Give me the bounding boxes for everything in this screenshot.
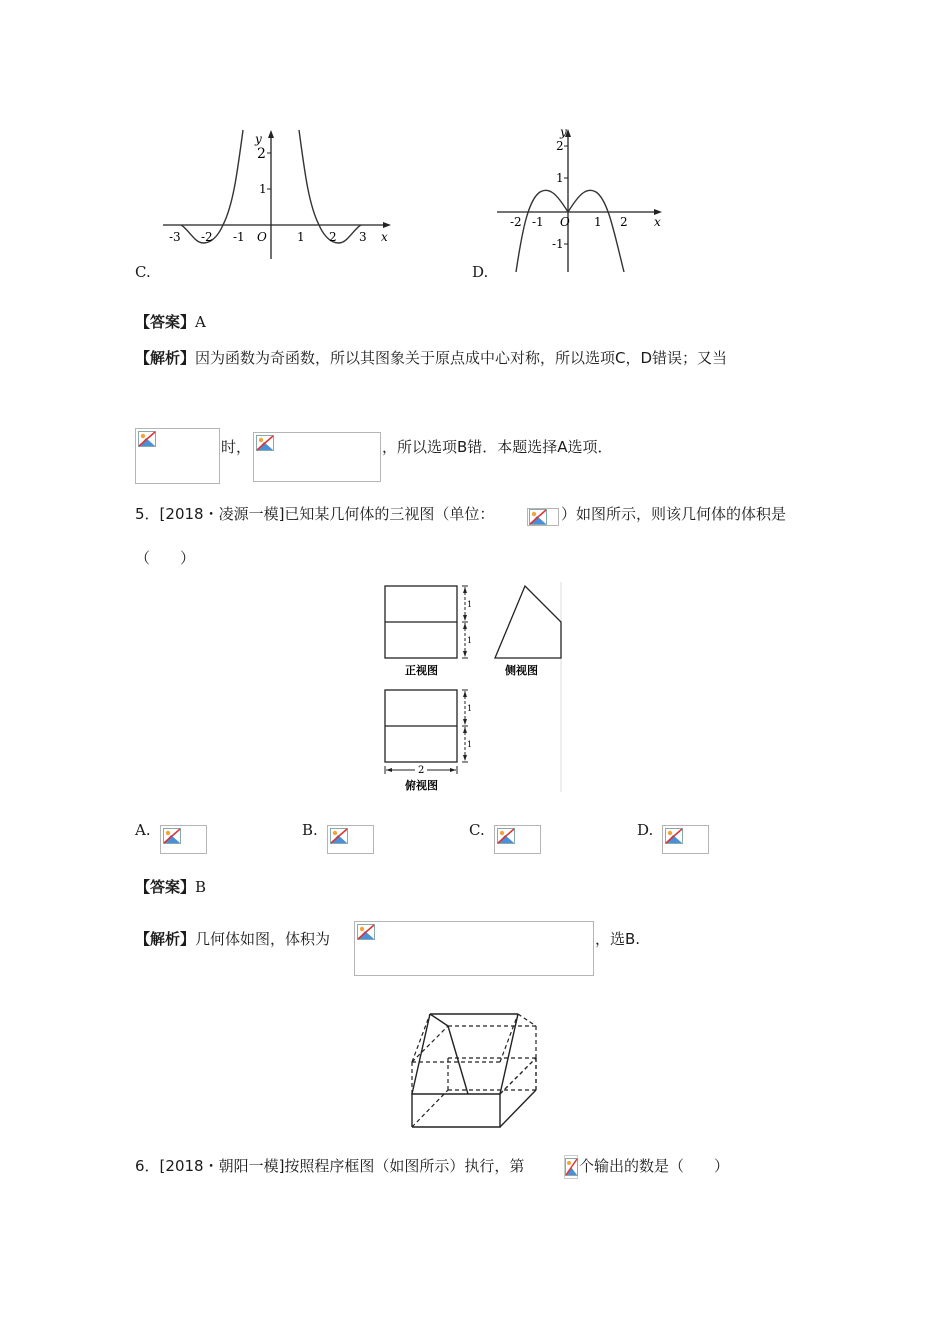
option-b-formula-image xyxy=(327,825,374,854)
graph-c-origin: O xyxy=(257,230,267,244)
option-a[interactable] xyxy=(135,820,210,856)
graph-c-ytick-2: 2 xyxy=(257,146,266,162)
solid-figure-svg xyxy=(400,992,550,1132)
dim-1c: 1 xyxy=(467,704,473,713)
q5-answer xyxy=(135,877,206,897)
graph-d-x-label: x xyxy=(654,215,661,229)
formula-image-2 xyxy=(253,432,381,482)
analysis-text: 因为函数为奇函数，所以其图象关于原点成中心对称，所以选项C，D错误；又当 xyxy=(195,349,728,367)
graph-c-x-label: x xyxy=(381,230,388,244)
option-d[interactable] xyxy=(637,820,712,856)
dim-1a: 1 xyxy=(467,600,473,609)
graph-c-xtick-2: 2 xyxy=(329,230,337,244)
option-d-label: D. xyxy=(472,263,489,281)
conclusion-text: ，所以选项B错．本题选择A选项． xyxy=(382,438,613,456)
graph-c-xtick--1: -1 xyxy=(233,230,245,244)
broken-image-icon xyxy=(565,1158,578,1176)
q4-answer xyxy=(135,312,206,332)
analysis-text: 几何体如图，体积为 xyxy=(195,930,331,948)
graph-d-y-label: y xyxy=(560,125,567,139)
graph-d-xtick--1: -1 xyxy=(532,215,544,229)
graph-d xyxy=(492,122,672,277)
graph-d-ytick-2: 2 xyxy=(556,139,564,153)
option-a-formula-image xyxy=(160,825,207,854)
broken-image-icon xyxy=(163,828,181,844)
graph-d-xtick--2: -2 xyxy=(510,215,522,229)
broken-image-icon xyxy=(497,828,515,844)
three-views-svg xyxy=(375,582,565,794)
when-text: 时， xyxy=(221,438,252,456)
graph-c xyxy=(155,125,400,265)
unit-formula-image xyxy=(527,508,559,526)
graph-d-origin: O xyxy=(560,215,570,229)
option-d-formula-image xyxy=(662,825,709,854)
answer-label: 【答案】 xyxy=(135,878,196,896)
q6-formula-image xyxy=(564,1155,578,1179)
answer-value: B xyxy=(195,878,207,896)
analysis-label: 【解析】 xyxy=(135,930,196,948)
option-a-label: A. xyxy=(135,821,151,839)
graph-c-xtick--2: -2 xyxy=(201,230,213,244)
graph-c-xtick--3: -3 xyxy=(169,230,181,244)
front-view-label: 正视图 xyxy=(405,664,438,677)
q5-analysis xyxy=(135,929,330,949)
broken-image-icon xyxy=(138,431,156,447)
broken-image-icon xyxy=(665,828,683,844)
q6-stem xyxy=(135,1156,524,1176)
graph-c-svg xyxy=(155,125,400,265)
option-b-label: B. xyxy=(302,821,318,839)
top-view-label: 俯视图 xyxy=(405,779,438,792)
option-d-label: D. xyxy=(637,821,654,839)
broken-image-icon xyxy=(357,924,375,940)
dim-1b: 1 xyxy=(467,636,473,645)
graph-c-xtick-3: 3 xyxy=(359,230,367,244)
broken-image-icon xyxy=(256,435,274,451)
graph-c-xtick-1: 1 xyxy=(297,230,305,244)
graph-d-xtick-2: 2 xyxy=(620,215,628,229)
answer-label: 【答案】 xyxy=(135,313,196,331)
analysis-label: 【解析】 xyxy=(135,349,196,367)
q4-analysis xyxy=(135,348,727,368)
formula-image-1 xyxy=(135,428,220,484)
graph-d-xtick-1: 1 xyxy=(594,215,602,229)
solid-figure xyxy=(400,992,550,1132)
option-b[interactable] xyxy=(302,820,377,856)
q5-stem xyxy=(135,504,494,524)
graph-c-ytick-1: 1 xyxy=(259,182,267,196)
q6-stem-before: 6．[2018・朝阳一模]按照程序框图（如图所示）执行，第 xyxy=(135,1157,525,1175)
option-c-label: C. xyxy=(469,821,485,839)
graph-d-svg xyxy=(492,122,672,277)
q5-paren: （ ） xyxy=(135,549,196,567)
option-c-formula-image xyxy=(494,825,541,854)
graph-d-ytick-1: 1 xyxy=(556,171,564,185)
q6-stem-after: 个输出的数是（ ） xyxy=(579,1157,730,1175)
broken-image-icon xyxy=(529,509,547,525)
q5-stem-before: 5．[2018・凌源一模]已知某几何体的三视图（单位： xyxy=(135,505,495,523)
q5-analysis-end: ，选B. xyxy=(595,930,641,948)
option-c-label: C. xyxy=(135,263,151,281)
volume-formula-image xyxy=(354,921,594,976)
broken-image-icon xyxy=(330,828,348,844)
answer-value: A xyxy=(195,313,206,331)
three-views-figure xyxy=(375,582,565,794)
graph-d-ytick--1: -1 xyxy=(552,237,564,251)
side-view-label: 侧视图 xyxy=(505,664,538,677)
dim-1d: 1 xyxy=(467,740,473,749)
q5-stem-after: ）如图所示，则该几何体的体积是 xyxy=(561,505,787,523)
graph-c-y-label: y xyxy=(255,132,262,146)
dim-2: 2 xyxy=(418,765,425,776)
option-c[interactable] xyxy=(469,820,544,856)
